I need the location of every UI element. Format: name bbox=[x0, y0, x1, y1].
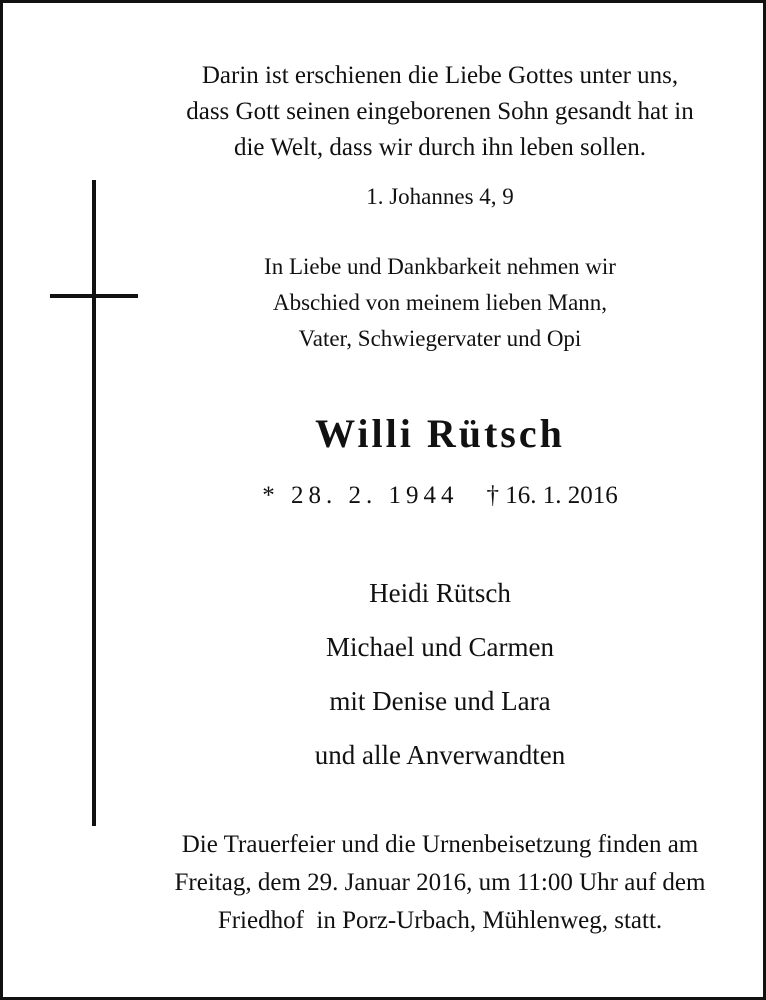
intro-line: In Liebe und Dankbarkeit nehmen wir bbox=[264, 254, 616, 279]
life-dates bbox=[57, 480, 766, 512]
mourner-line: und alle Anverwandten bbox=[314, 740, 566, 770]
intro-line: Abschied von meinem lieben Mann, bbox=[272, 290, 608, 315]
mourner-line: mit Denise und Lara bbox=[329, 686, 551, 716]
verse-line: Darin ist erschienen die Liebe Gottes unter uns, bbox=[201, 62, 679, 89]
verse-line: die Welt, dass wir durch ihn leben sollen. bbox=[233, 134, 647, 161]
verse-line: dass Gott seinen eingeborenen Sohn gesandt hat in bbox=[186, 98, 694, 125]
notice-line: Die Trauerfeier und die Urnenbeisetzung finden am bbox=[181, 831, 699, 858]
mourner-line: Michael und Carmen bbox=[326, 632, 554, 662]
intro-line: Vater, Schwiegervater und Opi bbox=[298, 326, 582, 351]
mourner-line: Heidi Rütsch bbox=[369, 578, 511, 608]
funeral-notice bbox=[57, 826, 766, 940]
birth-date: * 28. 2. 1944 bbox=[262, 482, 459, 509]
mourners-list bbox=[57, 566, 766, 782]
verse-reference-text: 1. Johannes 4, 9 bbox=[366, 184, 514, 209]
deceased-name bbox=[57, 408, 766, 460]
notice-line: Friedhof in Porz-Urbach, Mühlenweg, statt. bbox=[217, 907, 663, 934]
farewell-intro bbox=[57, 249, 766, 357]
notice-line: Freitag, dem 29. Januar 2016, um 11:00 Uhr auf dem bbox=[174, 869, 706, 896]
death-date: † 16. 1. 2016 bbox=[486, 482, 618, 509]
deceased-name-text: Willi Rütsch bbox=[315, 411, 565, 456]
verse-reference bbox=[57, 182, 766, 212]
life-dates-line bbox=[57, 480, 766, 512]
bible-verse bbox=[57, 58, 766, 166]
